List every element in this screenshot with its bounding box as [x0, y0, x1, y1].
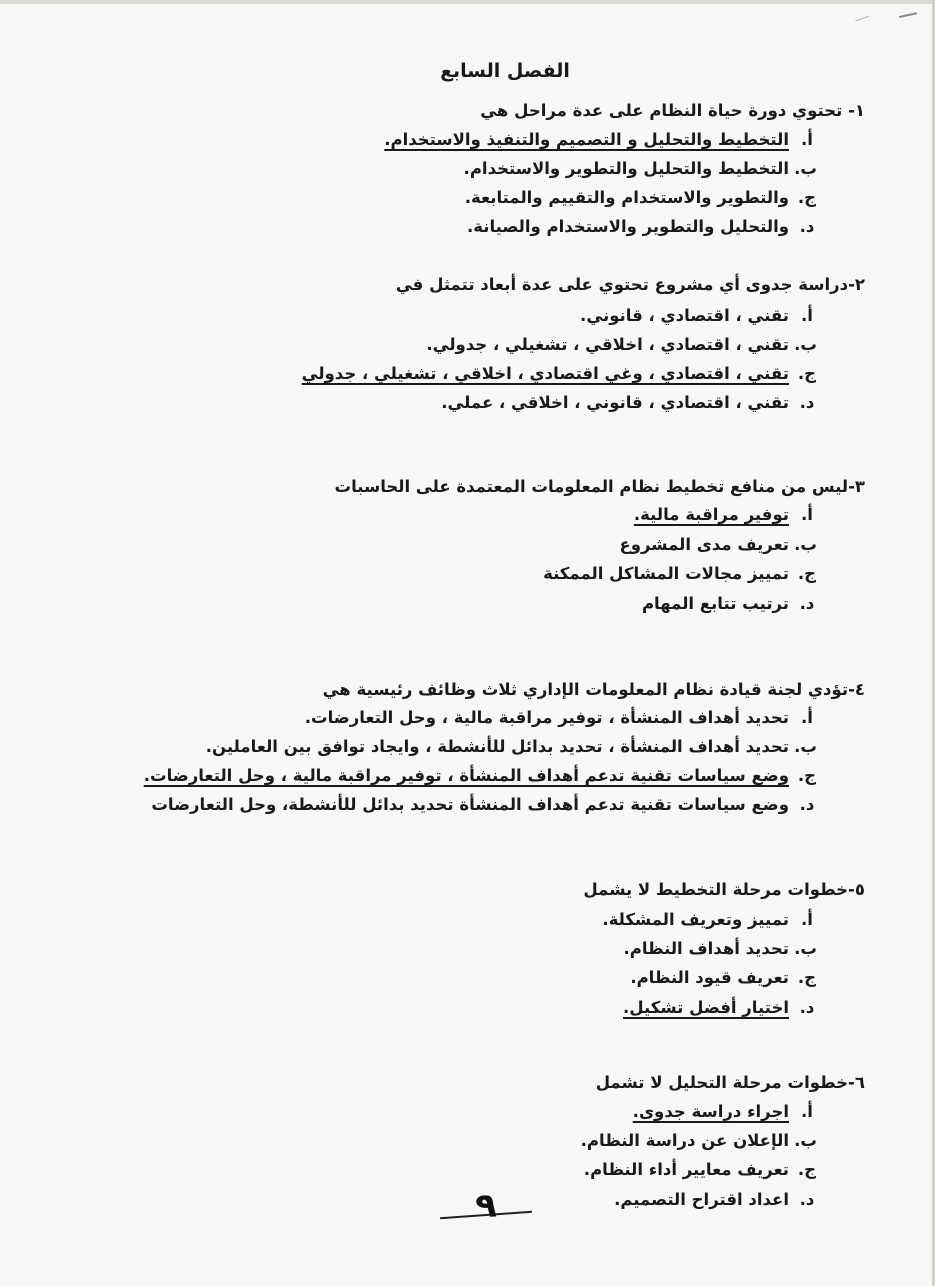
option-text-correct: التخطيط والتحليل و التصميم والتنفيذ والاستخدام. — [384, 130, 789, 149]
option-text: ترتيب تتابع المهام — [641, 594, 789, 613]
option-letter: د. — [799, 594, 815, 613]
option-text: اعداد اقتراح التصميم. — [614, 1190, 789, 1209]
option-text: تعريف معايير أداء النظام. — [583, 1160, 789, 1179]
question-2-option-a — [580, 306, 817, 325]
option-text: تقني ، اقتصادي ، اخلاقي ، تشغيلي ، جدولي. — [426, 335, 789, 354]
question-5-option-a — [602, 910, 817, 929]
option-letter: د. — [799, 1190, 815, 1209]
question-6-option-d — [614, 1190, 817, 1209]
question-3-option-a — [634, 505, 817, 524]
option-text: تحديد أهداف المنشأة ، توفير مراقبة مالية ، وحل التعارضات. — [304, 708, 789, 727]
question-1-option-a — [384, 130, 817, 149]
page-top-edge — [0, 0, 935, 4]
question-6-stem: ٦-خطوات مرحلة التحليل لا تشمل — [595, 1073, 865, 1092]
option-letter: ب. — [794, 737, 817, 756]
option-text: تحديد أهداف النظام. — [623, 939, 789, 958]
chapter-title: الفصل السابع — [440, 60, 570, 82]
question-5-option-d — [623, 998, 817, 1017]
question-4-option-c — [144, 766, 817, 785]
option-letter: أ. — [801, 306, 813, 325]
option-text: التخطيط والتحليل والتطوير والاستخدام. — [463, 159, 789, 178]
question-2-option-d — [441, 393, 817, 412]
option-text: والتطوير والاستخدام والتقييم والمتابعة. — [464, 188, 789, 207]
option-letter: أ. — [801, 708, 813, 727]
option-text-correct: اختيار أفضل تشكيل. — [623, 998, 789, 1017]
page-number: ٩ — [474, 1185, 498, 1227]
option-text: تقني ، اقتصادي ، قانوني ، اخلاقي ، عملي. — [441, 393, 789, 412]
option-letter: د. — [799, 795, 815, 814]
option-letter: أ. — [801, 910, 813, 929]
option-letter: ب. — [794, 335, 817, 354]
option-text-correct: اجراء دراسة جدوى. — [632, 1102, 789, 1121]
question-2-option-b — [426, 335, 817, 354]
option-letter: ج. — [797, 968, 817, 987]
option-text: تمييز وتعريف المشكلة. — [602, 910, 789, 929]
question-3-stem: ٣-ليس من منافع تخطيط نظام المعلومات المعتمدة على الحاسبات — [334, 477, 865, 496]
option-text: تعريف مدى المشروع — [619, 535, 789, 554]
option-letter: أ. — [801, 505, 813, 524]
question-2-option-c — [302, 364, 817, 383]
question-4-option-a — [305, 708, 817, 727]
option-letter: ب. — [794, 939, 817, 958]
option-text: والتحليل والتطوير والاستخدام والصيانة. — [467, 217, 789, 236]
question-4-option-b — [206, 737, 817, 756]
option-text-correct: وضع سياسات تقنية تدعم أهداف المنشأة ، توفير مراقبة مالية ، وحل التعارضات. — [143, 766, 789, 785]
option-letter: أ. — [801, 1102, 813, 1121]
option-text-correct: توفير مراقبة مالية. — [633, 505, 789, 524]
question-3-option-d — [642, 594, 817, 613]
option-text: تعريف قيود النظام. — [630, 968, 789, 987]
option-letter: ج. — [797, 188, 817, 207]
question-5-option-c — [630, 968, 817, 987]
option-text-correct: تقني ، اقتصادي ، وغي اقتصادي ، اخلاقي ، تشغيلي ، جدولي — [301, 364, 789, 383]
question-4-option-d — [151, 795, 817, 814]
option-text: تقني ، اقتصادي ، قانوني. — [580, 306, 789, 325]
option-letter: د. — [799, 998, 815, 1017]
question-3-option-b — [620, 535, 817, 554]
staple-mark-small — [855, 16, 871, 27]
option-letter: د. — [799, 217, 815, 236]
question-1-option-c — [465, 188, 817, 207]
question-4-stem: ٤-تؤدي لجنة قيادة نظام المعلومات الإداري ثلاث وظائف رئيسية هي — [322, 680, 865, 699]
option-letter: أ. — [801, 130, 813, 149]
option-letter: ج. — [797, 1160, 817, 1179]
option-letter: ج. — [797, 766, 817, 785]
option-text: تحديد أهداف المنشأة ، تحديد بدائل للأنشطة ، وايجاد توافق بين العاملين. — [205, 737, 789, 756]
question-5-stem: ٥-خطوات مرحلة التخطيط لا يشمل — [583, 880, 865, 899]
option-letter: ج. — [797, 364, 817, 383]
question-1-option-b — [464, 159, 817, 178]
question-1-stem: ١- تحتوي دورة حياة النظام على عدة مراحل هي — [480, 101, 865, 120]
option-letter: ب. — [794, 159, 817, 178]
option-text: تمييز مجالات المشاكل الممكنة — [543, 564, 789, 583]
option-text: الإعلان عن دراسة النظام. — [580, 1131, 789, 1150]
option-letter: د. — [799, 393, 815, 412]
option-letter: ب. — [794, 1131, 817, 1150]
question-5-option-b — [624, 939, 818, 958]
question-6-option-b — [581, 1131, 817, 1150]
question-3-option-c — [543, 564, 817, 583]
question-6-option-a — [633, 1102, 817, 1121]
question-1-option-d — [467, 217, 817, 236]
question-6-option-c — [584, 1160, 817, 1179]
option-text: وضع سياسات تقنية تدعم أهداف المنشأة تحديد بدائل للأنشطة، وحل التعارضات — [151, 795, 789, 814]
option-letter: ب. — [794, 535, 817, 554]
question-2-stem: ٢-دراسة جدوى أي مشروع تحتوي على عدة أبعاد تتمثل في — [395, 275, 865, 294]
staple-mark — [899, 12, 919, 27]
option-letter: ج. — [797, 564, 817, 583]
